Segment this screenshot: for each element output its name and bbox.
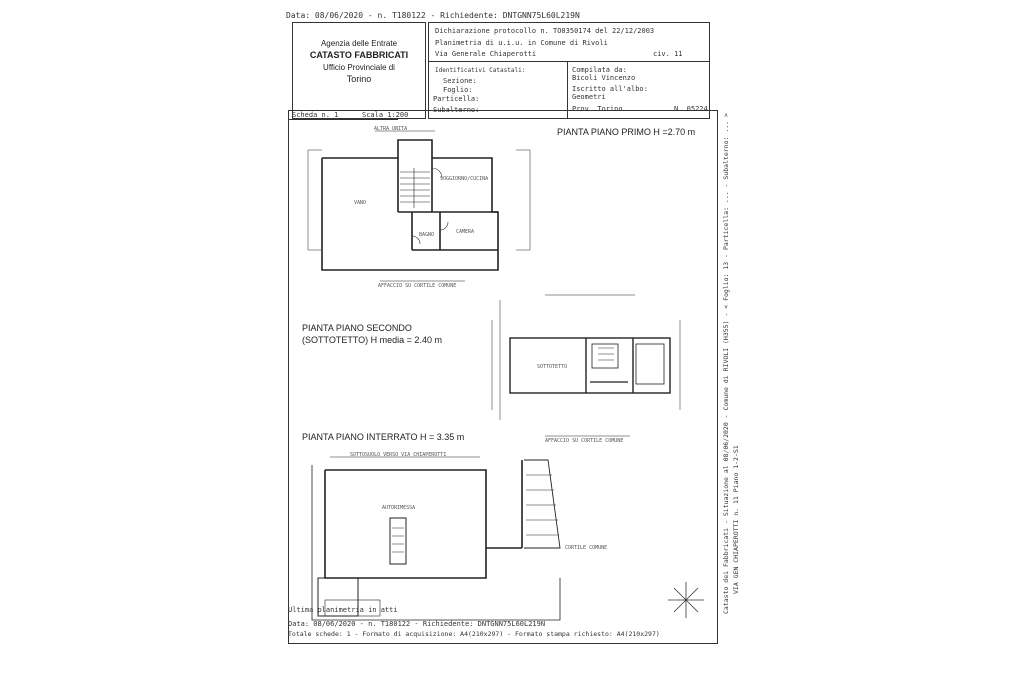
sezione-label: Sezione: [443,77,477,85]
room-bagno: BAGNO [419,232,435,238]
room-cortile-comune: CORTILE COMUNE [565,545,608,551]
agency-catasto: CATASTO FABBRICATI [309,50,409,60]
plan-primo [308,131,530,281]
footer-totale-schede: Totale schede: 1 - Formato di acquisizione: A4(210x297) - Formato stampa richiesto: A4(210x297) [288,630,660,638]
room-camera: CAMERA [456,229,475,235]
title-piano-secondo: PIANTA PIANO SECONDO [302,323,412,333]
scheda-number: Scheda n. 1 [292,111,339,119]
agency-city: Torino [346,74,372,84]
compilata-label: Compilata da: [572,66,627,74]
room-sottotetto: SOTTOTETTO [537,364,568,370]
civico: civ. 11 [653,50,683,58]
primo-top-label: ALTRA UNITA [374,126,408,132]
numero-iscrizione: N. 05224 [674,105,708,113]
planimetria-comune: Planimetria di u.i.u. in Comune di Rivoli [435,39,608,47]
room-autorimessa: AUTORIMESSA [382,505,416,511]
agency-ufficio: Ufficio Provinciale di [323,63,395,72]
indirizzo: Via Generale Chiaperotti [435,50,537,58]
side-text-catasto: Catasto dei Fabbricati - Situazione al 08/06/2020 - Comune di RIVOLI (H355) - < Foglio: 13 - Particella: ... - Subalterno: ... > [722,113,730,614]
room-vano: VANO [354,200,367,206]
interrato-top-label: SOTTOSUOLO VERSO VIA CHIAPEROTTI [350,452,447,458]
foglio-label: Foglio: [443,86,473,94]
iscritto-value: Geometri [572,93,606,101]
room-soggiorno: SOGGIORNO/CUCINA [440,176,489,182]
title-piano-primo: PIANTA PIANO PRIMO H =2.70 m [557,127,696,137]
provincia: Prov. Torino [572,105,623,113]
subalterno-label: Subalterno: [433,106,480,114]
iscritto-label: Iscritto all'albo: [572,85,648,93]
secondo-bottom-label: AFFACCIO SU CORTILE COMUNE [545,438,624,444]
identificativi-label: Identificativi Catastali: [435,67,526,74]
primo-bottom-label: AFFACCIO SU CORTILE COMUNE [378,283,457,289]
scala: Scala 1:200 [362,111,409,119]
dichiarazione: Dichiarazione protocollo n. TO0350174 del 22/12/2003 [435,27,655,35]
compilata-name: Bicoli Vincenzo [572,74,636,82]
particella-label: Particella: [433,95,480,103]
header-top-line: Data: 08/06/2020 - n. T180122 - Richiedente: DNTGNN75L60L219N [286,11,580,20]
agency-name: Agenzia delle Entrate [320,39,398,48]
footer-ultima-planimetria: Ultima planimetria in atti [288,606,398,614]
plan-secondo [492,295,680,436]
side-text-indirizzo: VIA GEN CHIAPEROTTI n. 11 Piano 1-2-S1 [732,445,740,595]
footer-data: Data: 08/06/2020 - n. T180122 - Richiedente: DNTGNN75L60L219N [288,620,546,628]
title-piano-interrato: PIANTA PIANO INTERRATO H = 3.35 m [302,432,465,442]
title-sottotetto: (SOTTOTETTO) H media = 2.40 m [302,335,442,345]
plan-interrato [312,457,560,620]
north-arrow [668,582,704,618]
